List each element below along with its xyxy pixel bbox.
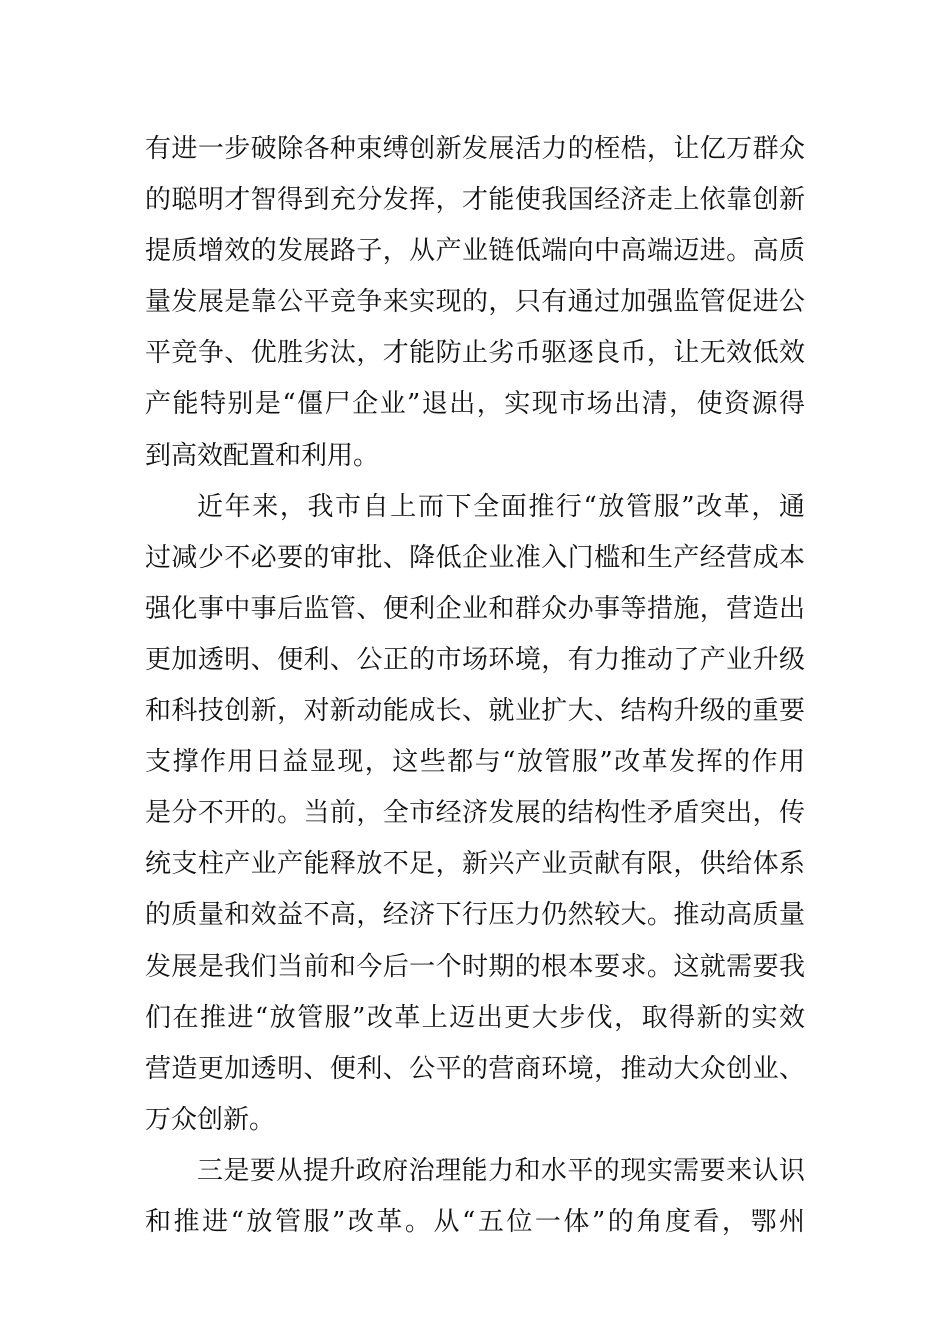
paragraph-1-line-1: 有进一步破除各种束缚创新发展活力的桎梏，让亿万群众 <box>145 134 805 164</box>
paragraph-2-line-12: 营造更加透明、便利、公平的营商环境，推动大众创业、 <box>145 1053 805 1084</box>
paragraph-3-line-2: 和推进“放管服”改革。从“五位一体”的角度看，鄂州 <box>145 1206 805 1237</box>
paragraph-2-line-10: 发展是我们当前和今后一个时期的根本要求。这就需要我 <box>145 951 805 982</box>
paragraph-1-line-2: 的聪明才智得到充分发挥，才能使我国经济走上依靠创新 <box>145 185 805 216</box>
paragraph-2-line-2: 过减少不必要的审批、降低企业准入门槛和生产经营成本 <box>145 542 805 573</box>
paragraph-2-line-6: 支撑作用日益显现，这些都与“放管服”改革发挥的作用 <box>145 747 805 778</box>
paragraph-2-line-1: 近年来，我市自上而下全面推行“放管服”改革，通 <box>197 491 805 522</box>
paragraph-2-line-3: 强化事中事后监管、便利企业和群众办事等措施，营造出 <box>145 593 805 624</box>
paragraph-2-line-8: 统支柱产业产能释放不足，新兴产业贡献有限，供给体系 <box>145 849 805 880</box>
paragraph-2-line-11: 们在推进“放管服”改革上迈出更大步伐，取得新的实效 <box>145 1002 805 1033</box>
paragraph-1-line-4: 量发展是靠公平竞争来实现的，只有通过加强监管促进公 <box>145 287 805 318</box>
paragraph-1-line-6: 产能特别是“僵尸企业”退出，实现市场出清，使资源得 <box>145 389 805 420</box>
paragraph-1-line-5: 平竞争、优胜劣汰，才能防止劣币驱逐良币，让无效低效 <box>145 338 805 369</box>
paragraph-1-line-7: 到高效配置和利用。 <box>145 440 380 471</box>
paragraph-2-line-7: 是分不开的。当前，全市经济发展的结构性矛盾突出，传 <box>145 798 805 829</box>
paragraph-3-line-1: 三是要从提升政府治理能力和水平的现实需要来认识 <box>197 1155 805 1186</box>
paragraph-1-line-3: 提质增效的发展路子，从产业链低端向中高端迈进。高质 <box>145 236 805 267</box>
paragraph-2-line-4: 更加透明、便利、公正的市场环境，有力推动了产业升级 <box>145 644 805 675</box>
paragraph-2-line-13: 万众创新。 <box>145 1104 276 1135</box>
body-text <box>145 124 805 1248</box>
paragraph-2-line-9: 的质量和效益不高，经济下行压力仍然较大。推动高质量 <box>145 900 805 931</box>
paragraph-2-line-5: 和科技创新，对新动能成长、就业扩大、结构升级的重要 <box>145 696 805 727</box>
